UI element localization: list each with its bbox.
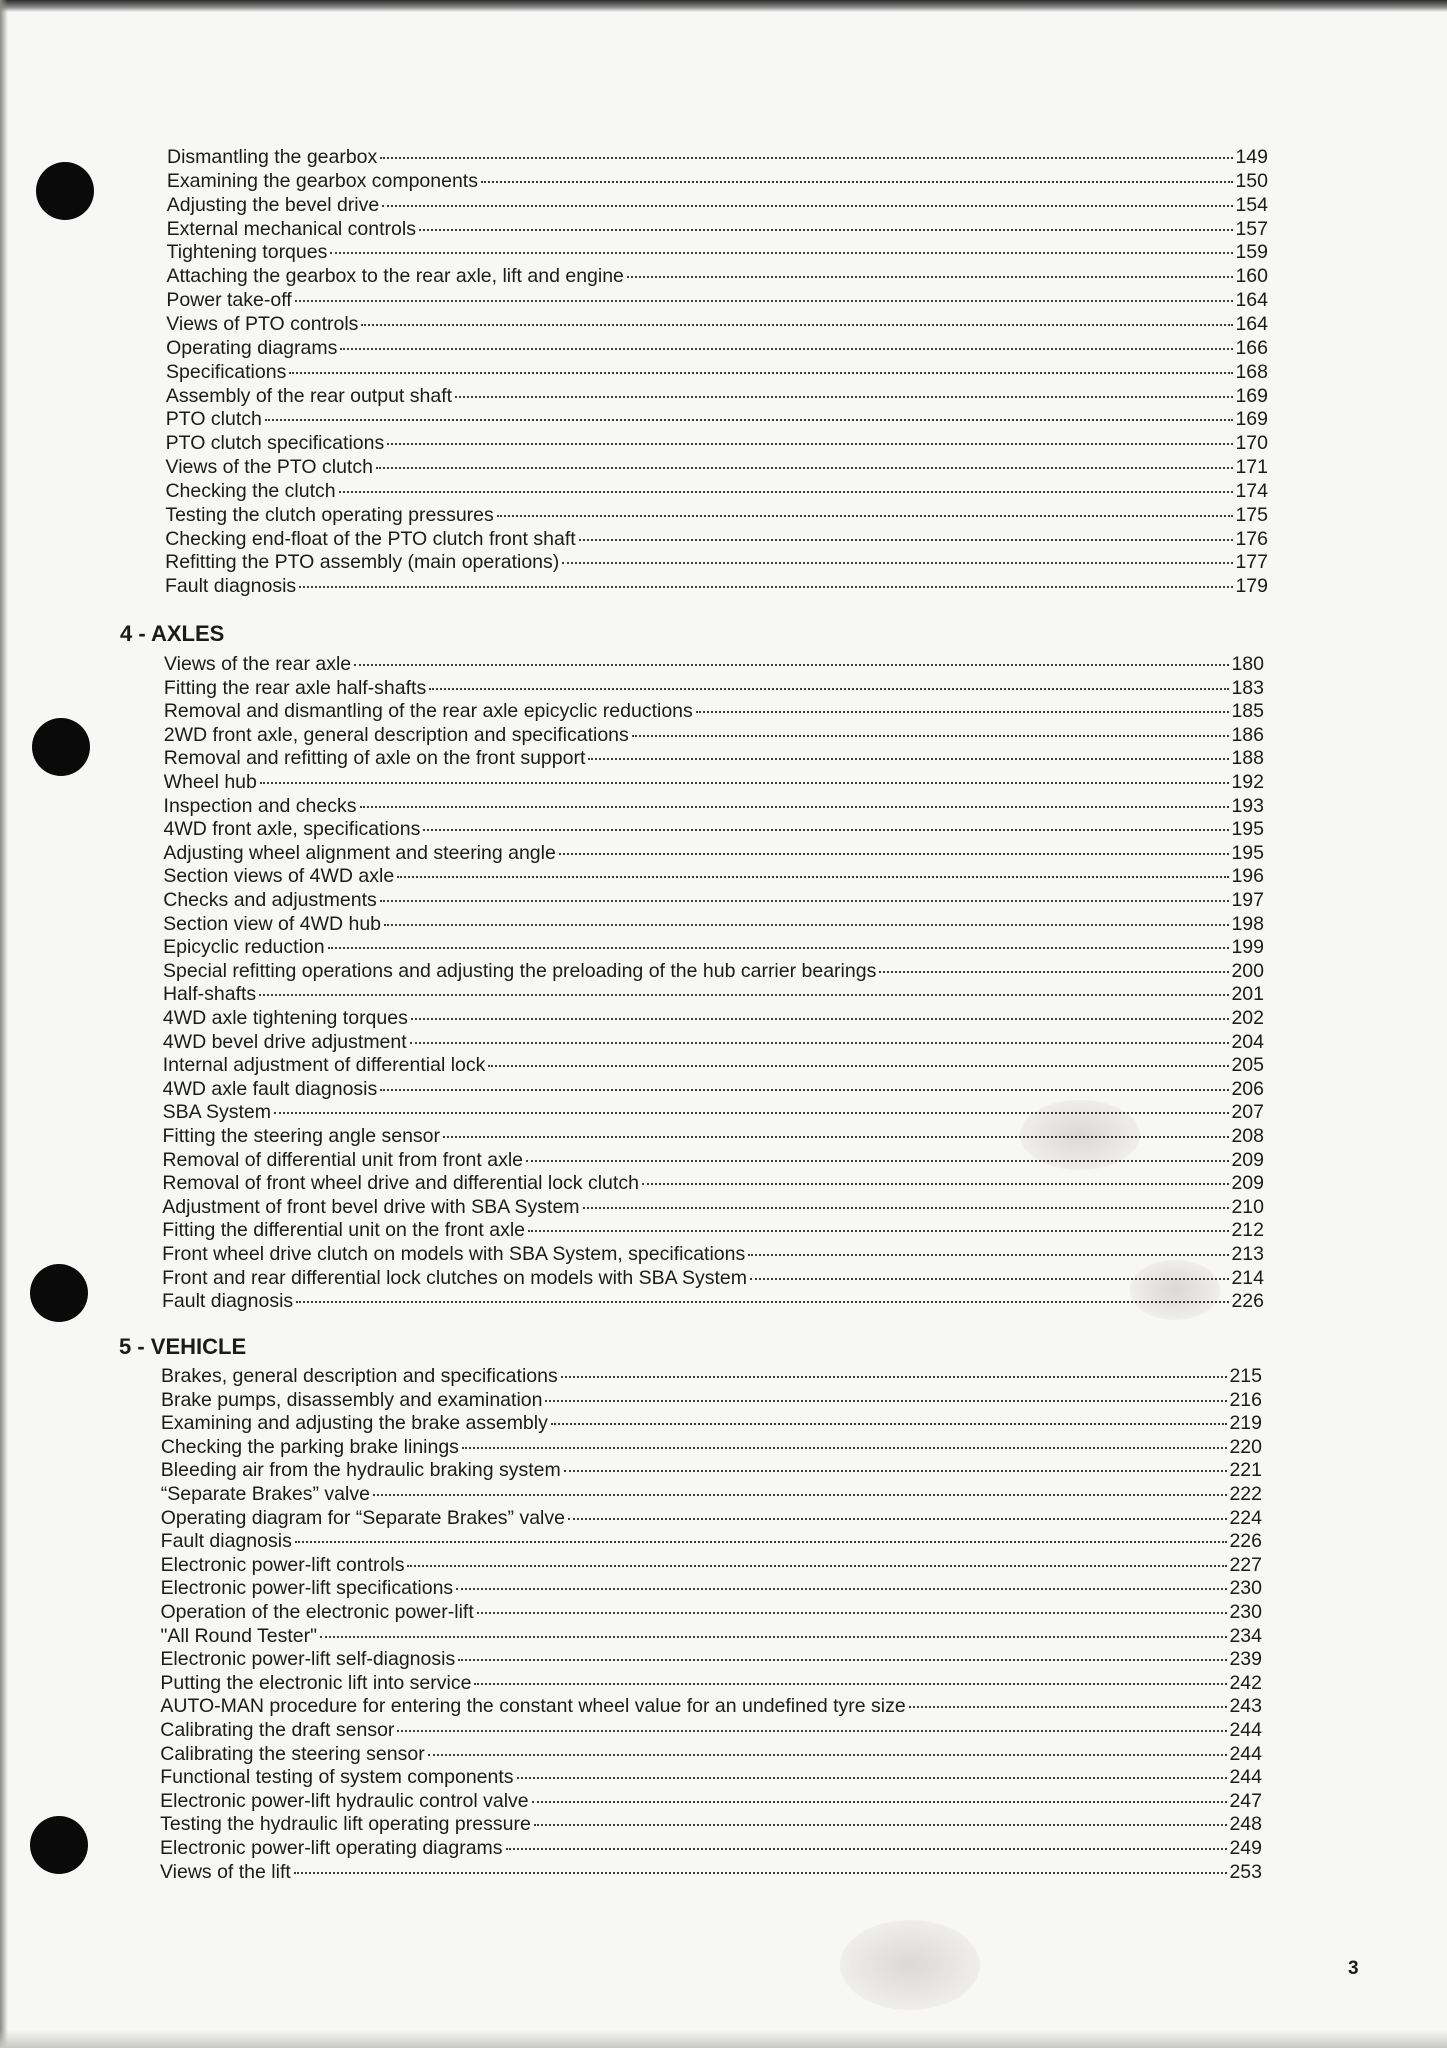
- toc-entry-title: SBA System: [162, 1101, 271, 1124]
- dot-leader: [380, 900, 1230, 902]
- dot-leader: [443, 1136, 1229, 1138]
- toc-entry-title: Power take-off: [166, 289, 292, 312]
- toc-entry: [161, 1529, 1262, 1553]
- toc-entry-page: 239: [1229, 1648, 1262, 1671]
- toc-entry-page: 169: [1235, 408, 1268, 431]
- dot-leader: [328, 947, 1230, 949]
- toc-entry-title: Adjusting wheel alignment and steering angle: [163, 841, 556, 864]
- toc-entry: [160, 1624, 1262, 1648]
- dot-leader: [373, 1494, 1228, 1496]
- toc-entry-title: Operation of the electronic power-lift: [160, 1601, 474, 1623]
- dot-leader: [380, 157, 1233, 159]
- toc-entry-page: 244: [1229, 1766, 1262, 1789]
- scan-edge-top: [0, 0, 1447, 12]
- dot-leader: [583, 1207, 1230, 1209]
- toc-entry: [167, 193, 1268, 217]
- toc-entry: [166, 455, 1268, 479]
- toc-entry: [161, 1411, 1262, 1435]
- toc-entry-title: Checking end-float of the PTO clutch front shaft: [165, 527, 576, 550]
- toc-entry-page: 159: [1235, 241, 1268, 264]
- toc-entry-title: Adjustment of front bevel drive with SBA System: [162, 1195, 580, 1218]
- toc-entry: [161, 1553, 1262, 1577]
- toc-entry-page: 230: [1229, 1577, 1262, 1600]
- toc-entry-page: 227: [1229, 1553, 1262, 1576]
- toc-entry-page: 196: [1231, 865, 1264, 888]
- dot-leader: [696, 711, 1230, 713]
- punch-hole: [30, 1816, 88, 1874]
- toc-entry-title: Fault diagnosis: [162, 1290, 294, 1313]
- dot-leader: [458, 1659, 1227, 1661]
- toc-entry-title: Half-shafts: [162, 983, 257, 1006]
- dot-leader: [380, 1089, 1229, 1091]
- dot-leader: [748, 1254, 1229, 1256]
- dot-leader: [909, 1706, 1228, 1708]
- toc-entry: [161, 1576, 1262, 1600]
- dot-leader: [497, 515, 1234, 517]
- toc-entry-title: Views of the lift: [160, 1860, 291, 1883]
- toc-entry: [163, 982, 1264, 1006]
- toc-entry: [161, 1388, 1262, 1412]
- toc-entry-title: AUTO-MAN procedure for entering the constant wheel value for an undefined tyre size: [160, 1695, 906, 1718]
- toc-entry-title: Bleeding air from the hydraulic braking system: [160, 1459, 561, 1482]
- toc-entry: [166, 360, 1268, 384]
- toc-entry-page: 175: [1235, 503, 1268, 526]
- toc-entry-title: Fault diagnosis: [165, 575, 297, 598]
- toc-entry-page: 157: [1235, 217, 1268, 240]
- toc-entry-page: 243: [1229, 1695, 1262, 1718]
- dot-leader: [559, 853, 1230, 855]
- dot-leader: [382, 205, 1233, 207]
- toc-entry-title: Checking the parking brake linings: [160, 1435, 459, 1458]
- toc-entry-page: 215: [1229, 1365, 1262, 1387]
- toc-entry: [163, 1030, 1264, 1054]
- toc-entry: [167, 217, 1268, 241]
- toc-entry: [166, 407, 1268, 431]
- page-number: 3: [1348, 1958, 1359, 1979]
- toc-entry: [161, 1600, 1262, 1624]
- toc-entry: [161, 1458, 1262, 1482]
- toc-entry-page: 212: [1231, 1219, 1264, 1242]
- toc-entry-page: 226: [1229, 1530, 1262, 1553]
- toc-entry-title: Internal adjustment of differential lock: [162, 1054, 486, 1077]
- dot-leader: [360, 806, 1230, 808]
- dot-leader: [627, 276, 1234, 278]
- toc-entry-title: Removal of front wheel drive and differential lock clutch: [162, 1172, 639, 1195]
- toc-entry-page: 247: [1229, 1789, 1262, 1812]
- toc-entry-title: Electronic power-lift specifications: [160, 1577, 454, 1600]
- toc-entry-title: 4WD axle fault diagnosis: [162, 1077, 378, 1100]
- toc-entry: [164, 652, 1264, 676]
- toc-entry-title: Removal of differential unit from front axle: [162, 1148, 523, 1171]
- dot-leader: [579, 539, 1234, 541]
- toc-entry: [166, 384, 1268, 408]
- dot-leader: [384, 924, 1229, 926]
- section-heading-axles: 4 - AXLES: [120, 621, 225, 646]
- toc-entry-page: 170: [1235, 432, 1268, 455]
- toc-entry-title: 2WD front axle, general description and specifications: [163, 723, 629, 746]
- toc-entry-page: 201: [1231, 983, 1264, 1006]
- toc-entry-page: 164: [1235, 312, 1268, 335]
- toc-entry-page: 249: [1229, 1837, 1262, 1859]
- toc-entry: [164, 676, 1264, 700]
- dot-leader: [455, 396, 1233, 398]
- toc-entry-title: Examining and adjusting the brake assembly: [160, 1412, 548, 1435]
- toc-entry-page: 209: [1231, 1148, 1264, 1171]
- toc-entry-page: 150: [1235, 169, 1268, 192]
- punch-hole: [30, 1264, 88, 1322]
- toc-entry: [160, 1860, 1262, 1884]
- toc-entry: [162, 1195, 1264, 1219]
- dot-leader: [354, 664, 1229, 666]
- toc-entry-title: Electronic power-lift hydraulic control valve: [160, 1789, 529, 1812]
- dot-leader: [407, 1565, 1227, 1567]
- toc-entry: [160, 1836, 1262, 1860]
- toc-entry: [167, 240, 1268, 264]
- toc-entry: [162, 1266, 1264, 1290]
- toc-entry: [163, 817, 1264, 841]
- toc-entry-page: 197: [1231, 889, 1264, 911]
- dot-leader: [532, 1801, 1228, 1803]
- toc-entry-title: Checking the clutch: [165, 479, 336, 502]
- toc-entry-page: 168: [1235, 360, 1268, 383]
- toc-entry: [164, 770, 1264, 794]
- dot-leader: [419, 229, 1233, 231]
- dot-leader: [299, 586, 1233, 588]
- toc-entry-title: Fitting the rear axle half-shafts: [163, 676, 427, 699]
- toc-entry: [165, 550, 1268, 574]
- toc-entry: [161, 1482, 1262, 1506]
- toc-entry: [160, 1694, 1262, 1718]
- toc-entry: [163, 959, 1264, 983]
- toc-entry-title: Views of the PTO clutch: [165, 456, 373, 479]
- toc-entry-title: Examining the gearbox components: [166, 169, 478, 192]
- toc-entry-title: Attaching the gearbox to the rear axle, lift and engine: [166, 265, 624, 288]
- toc-entry: [165, 503, 1268, 527]
- dot-leader: [456, 1588, 1227, 1590]
- dot-leader: [477, 1612, 1228, 1614]
- toc-entry-page: 193: [1231, 794, 1264, 817]
- toc-entry-page: 166: [1235, 336, 1268, 359]
- toc-entry-title: Removal and dismantling of the rear axle epicyclic reductions: [163, 700, 693, 723]
- toc-entry: [166, 312, 1268, 336]
- toc-entry-title: Wheel hub: [163, 771, 257, 793]
- toc-entry-page: 183: [1231, 676, 1264, 699]
- toc-entry-page: 248: [1229, 1813, 1262, 1836]
- dot-leader: [632, 735, 1230, 737]
- toc-entry-title: Inspection and checks: [163, 794, 357, 817]
- toc-entry: [162, 1171, 1264, 1195]
- toc-entry-page: 177: [1235, 551, 1268, 574]
- toc-entry: [164, 794, 1264, 818]
- toc-entry-title: Special refitting operations and adjusting the preloading of the hub carrier bearings: [163, 959, 877, 982]
- scan-edge-left: [0, 0, 8, 2048]
- toc-entry-title: Checks and adjustments: [163, 889, 377, 911]
- toc-entry-title: PTO clutch: [165, 408, 262, 431]
- dot-leader: [642, 1183, 1230, 1185]
- toc-entry: [164, 699, 1264, 723]
- toc-entry: [166, 264, 1268, 288]
- toc-entry-page: 209: [1231, 1172, 1264, 1195]
- toc-entry-title: Operating diagrams: [166, 336, 338, 359]
- toc-entry: [163, 1100, 1264, 1124]
- toc-entry-page: 200: [1231, 959, 1264, 982]
- toc-entry: [165, 479, 1268, 503]
- dot-leader: [265, 419, 1234, 421]
- toc-entry-title: Fault diagnosis: [160, 1530, 292, 1553]
- toc-entry-page: 216: [1229, 1388, 1262, 1411]
- dot-leader: [259, 994, 1229, 996]
- dot-leader: [289, 372, 1233, 374]
- section-heading-vehicle: 5 - VEHICLE: [119, 1334, 247, 1359]
- toc-entry-title: Putting the electronic lift into service: [160, 1671, 472, 1694]
- dot-leader: [340, 348, 1233, 350]
- toc-entry-title: Front wheel drive clutch on models with SBA System, specifications: [162, 1243, 746, 1265]
- toc-entry: [165, 574, 1268, 598]
- toc-entry-page: 207: [1231, 1101, 1264, 1124]
- toc-entry-page: 149: [1235, 146, 1268, 168]
- toc-entry-title: Front and rear differential lock clutches on models with SBA System: [162, 1266, 747, 1289]
- toc-entry-page: 169: [1235, 384, 1268, 407]
- toc-entry: [161, 1506, 1262, 1530]
- dot-leader: [411, 1018, 1230, 1020]
- toc-entry-title: Brake pumps, disassembly and examination: [160, 1388, 543, 1411]
- toc-entry-title: 4WD front axle, specifications: [163, 818, 421, 841]
- toc-entry-page: 154: [1235, 193, 1268, 216]
- dot-leader: [545, 1400, 1227, 1402]
- dot-leader: [397, 1730, 1227, 1732]
- toc-entry: [160, 1671, 1262, 1695]
- punch-hole: [32, 718, 90, 776]
- toc-entry-page: 244: [1229, 1742, 1262, 1765]
- toc-entry-title: Tightening torques: [166, 241, 328, 264]
- dot-leader: [320, 1636, 1227, 1638]
- toc-entry-page: 219: [1229, 1412, 1262, 1435]
- toc-entry-title: Testing the clutch operating pressures: [165, 503, 494, 526]
- toc-entry-page: 179: [1235, 575, 1268, 598]
- toc-entry-title: Testing the hydraulic lift operating pressure: [160, 1813, 531, 1836]
- dot-leader: [296, 1301, 1229, 1303]
- toc-entry-title: External mechanical controls: [166, 217, 416, 240]
- dot-leader: [294, 1872, 1228, 1874]
- toc-entry-page: 188: [1231, 747, 1264, 770]
- toc-entry-page: 224: [1229, 1506, 1262, 1529]
- dot-leader: [376, 467, 1234, 469]
- dot-leader: [528, 1230, 1229, 1232]
- toc-entry: [163, 841, 1264, 865]
- toc-entry: [167, 145, 1268, 169]
- toc-entry: [166, 288, 1268, 312]
- toc-entry-title: Electronic power-lift controls: [160, 1553, 405, 1576]
- punch-hole: [36, 162, 94, 220]
- dot-leader: [423, 829, 1229, 831]
- toc-entry-page: 213: [1231, 1243, 1264, 1265]
- toc-entry-page: 210: [1231, 1195, 1264, 1218]
- toc-entry: [165, 527, 1268, 551]
- toc-entry-page: 220: [1229, 1435, 1262, 1458]
- toc-entry-page: 192: [1231, 771, 1264, 793]
- dot-leader: [397, 876, 1229, 878]
- toc-entry-page: 164: [1235, 289, 1268, 312]
- dot-leader: [361, 324, 1233, 326]
- toc-entry-page: 186: [1231, 723, 1264, 746]
- dot-leader: [568, 1518, 1227, 1520]
- toc-entry-page: 230: [1229, 1601, 1262, 1623]
- toc-entry-page: 185: [1231, 700, 1264, 723]
- toc-entry: [162, 1242, 1264, 1266]
- toc-entry-title: Views of PTO controls: [166, 312, 359, 335]
- toc-entry-page: 221: [1229, 1459, 1262, 1482]
- toc-entry-title: "All Round Tester": [160, 1624, 318, 1647]
- toc-entry-title: Electronic power-lift operating diagrams: [160, 1837, 503, 1859]
- dot-leader: [295, 1541, 1228, 1543]
- toc-entry: [163, 888, 1264, 912]
- toc-entry: [162, 1148, 1264, 1172]
- toc-entry-page: 171: [1235, 456, 1268, 479]
- toc-entry-title: Calibrating the steering sensor: [160, 1742, 425, 1765]
- toc-entry: [163, 864, 1264, 888]
- toc-entry-page: 214: [1231, 1266, 1264, 1289]
- toc-entry: [166, 336, 1268, 360]
- toc-entry-page: 195: [1231, 841, 1264, 864]
- toc-entry-page: 222: [1229, 1483, 1262, 1505]
- toc-entry-title: Brakes, general description and specifications: [161, 1365, 558, 1387]
- toc-entry-title: 4WD bevel drive adjustment: [162, 1030, 407, 1053]
- toc-entry: [161, 1435, 1262, 1459]
- toc-entry-title: Fitting the differential unit on the front axle: [162, 1219, 525, 1242]
- toc-entry-page: 174: [1235, 479, 1268, 502]
- toc-entry-title: Epicyclic reduction: [163, 936, 325, 959]
- dot-leader: [879, 971, 1229, 973]
- dot-leader: [562, 562, 1233, 564]
- dot-leader: [564, 1470, 1228, 1472]
- scan-edge-bottom: [0, 2030, 1447, 2048]
- toc-entry-title: “Separate Brakes” valve: [160, 1483, 370, 1505]
- toc-entry-title: Assembly of the rear output shaft: [165, 384, 453, 407]
- toc-entry-title: Refitting the PTO assembly (main operations): [165, 551, 560, 574]
- toc-entry: [163, 1053, 1264, 1077]
- dot-leader: [534, 1824, 1228, 1826]
- toc-entry-page: 226: [1231, 1290, 1264, 1313]
- toc-entry-page: 202: [1231, 1007, 1264, 1029]
- toc-entry-page: 244: [1229, 1719, 1262, 1741]
- toc-entry-title: Operating diagram for “Separate Brakes” valve: [160, 1506, 565, 1529]
- toc-entry: [162, 1218, 1264, 1242]
- toc-entry-page: 208: [1231, 1125, 1264, 1147]
- toc-entry: [166, 431, 1268, 455]
- dot-leader: [387, 443, 1233, 445]
- toc-entry: [163, 935, 1264, 959]
- dot-leader: [750, 1278, 1229, 1280]
- dot-leader: [260, 782, 1230, 784]
- dot-leader: [428, 1754, 1228, 1756]
- dot-leader: [462, 1447, 1228, 1449]
- toc-entry: [160, 1718, 1262, 1742]
- toc-entry: [163, 1124, 1264, 1148]
- toc-entry-title: Section views of 4WD axle: [163, 865, 395, 888]
- toc-entry-page: 205: [1231, 1054, 1264, 1077]
- toc-entry-page: 253: [1229, 1860, 1262, 1883]
- toc-entry: [164, 746, 1264, 770]
- toc-entry: [160, 1765, 1262, 1789]
- dot-leader: [561, 1376, 1228, 1378]
- toc-entry-title: Adjusting the bevel drive: [166, 193, 380, 216]
- toc-entry: [161, 1364, 1262, 1388]
- toc-entry-title: Functional testing of system components: [160, 1766, 514, 1789]
- toc-entry-title: 4WD axle tightening torques: [162, 1007, 408, 1029]
- dot-leader: [274, 1112, 1229, 1114]
- dot-leader: [295, 300, 1234, 302]
- toc-entry: [163, 1077, 1264, 1101]
- dot-leader: [429, 688, 1229, 690]
- toc-entry-title: Calibrating the draft sensor: [160, 1719, 395, 1741]
- toc-entry-page: 206: [1231, 1077, 1264, 1100]
- toc-entry: [163, 912, 1264, 936]
- dot-leader: [588, 758, 1229, 760]
- dot-leader: [410, 1042, 1230, 1044]
- toc-entry: [160, 1742, 1262, 1766]
- dot-leader: [481, 181, 1233, 183]
- dot-leader: [330, 252, 1233, 254]
- dot-leader: [506, 1848, 1228, 1850]
- dot-leader: [517, 1777, 1228, 1779]
- dot-leader: [488, 1065, 1229, 1067]
- stain: [840, 1920, 980, 2010]
- toc-entry-title: Dismantling the gearbox: [167, 146, 378, 168]
- toc-entry: [164, 723, 1264, 747]
- toc-entry: [160, 1789, 1262, 1813]
- toc-entry-title: Specifications: [166, 360, 287, 383]
- toc-entry-title: Section view of 4WD hub: [163, 912, 382, 935]
- toc-entry-page: 242: [1229, 1671, 1262, 1694]
- dot-leader: [526, 1160, 1229, 1162]
- toc-entry-page: 160: [1235, 265, 1268, 288]
- toc-entry-page: 195: [1231, 818, 1264, 841]
- dot-leader: [474, 1683, 1227, 1685]
- toc-entry-title: PTO clutch specifications: [165, 432, 385, 455]
- toc-entry: [162, 1289, 1264, 1313]
- toc-entry-title: Electronic power-lift self-diagnosis: [160, 1648, 456, 1671]
- toc-entry-page: 234: [1229, 1624, 1262, 1647]
- dot-leader: [551, 1423, 1228, 1425]
- toc-entry: [163, 1006, 1264, 1030]
- toc-entry-page: 176: [1235, 527, 1268, 550]
- toc-entry-title: Removal and refitting of axle on the front support: [163, 747, 586, 770]
- toc-entry-page: 180: [1231, 653, 1264, 675]
- dot-leader: [339, 491, 1234, 493]
- toc-entry-title: Views of the rear axle: [164, 653, 352, 675]
- toc-entry-page: 204: [1231, 1030, 1264, 1053]
- toc-entry: [167, 169, 1268, 193]
- toc-entry-title: Fitting the steering angle sensor: [162, 1125, 441, 1147]
- toc-entry-page: 198: [1231, 912, 1264, 935]
- toc-entry: [160, 1812, 1262, 1836]
- toc-entry-page: 199: [1231, 936, 1264, 959]
- toc-entry: [160, 1647, 1262, 1671]
